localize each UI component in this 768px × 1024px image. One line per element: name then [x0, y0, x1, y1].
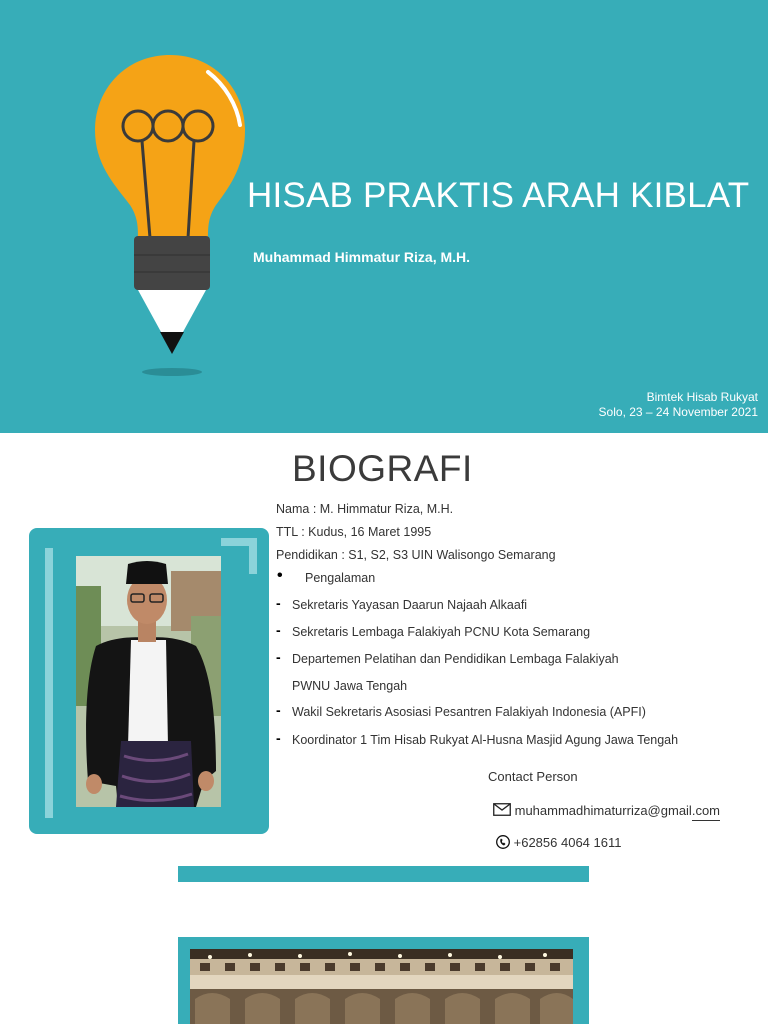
- frame-corner-decoration: [221, 538, 257, 574]
- bio-education: Pendidikan : S1, S2, S3 UIN Walisongo Semarang: [276, 548, 556, 562]
- envelope-icon: [493, 803, 511, 816]
- phone-icon: [496, 835, 510, 849]
- bullet-dash: -: [276, 649, 281, 665]
- biography-slide: [0, 433, 768, 863]
- bullet-dash: -: [276, 595, 281, 611]
- bullet-dash: -: [276, 622, 281, 638]
- frame-accent-bar: [45, 548, 53, 818]
- bullet-dot: •: [277, 567, 283, 584]
- bio-birth: TTL : Kudus, 16 Maret 1995: [276, 525, 432, 539]
- event-date: Solo, 23 – 24 November 2021: [598, 405, 758, 419]
- profile-photo: [76, 556, 221, 807]
- title-slide: [0, 0, 768, 433]
- bio-name: Nama : M. Himmatur Riza, M.H.: [276, 502, 454, 516]
- email-domain: .com: [692, 803, 720, 821]
- experience-item: Sekretaris Lembaga Falakiyah PCNU Kota Semarang: [292, 625, 591, 639]
- experience-item: Sekretaris Yayasan Daarun Najaah Alkaafi: [292, 598, 528, 612]
- contact-phone[interactable]: [496, 835, 621, 850]
- mosque-interior-image: [190, 949, 573, 1024]
- bullet-dash: -: [276, 702, 281, 718]
- experience-item: Wakil Sekretaris Asosiasi Pesantren Falakiyah Indonesia (APFI): [292, 705, 646, 719]
- next-slide-header-bar: [178, 866, 589, 882]
- phone-number: +62856 4064 1611: [513, 835, 622, 850]
- contact-email[interactable]: [493, 803, 720, 818]
- bullet-dash: -: [276, 730, 281, 746]
- experience-item-continuation: PWNU Jawa Tengah: [292, 679, 408, 693]
- event-name: Bimtek Hisab Rukyat: [646, 390, 758, 404]
- lightbulb-pencil-icon: [90, 50, 260, 390]
- experience-item: Koordinator 1 Tim Hisab Rukyat Al-Husna Masjid Agung Jawa Tengah: [292, 733, 679, 747]
- experience-item: Departemen Pelatihan dan Pendidikan Lembaga Falakiyah: [292, 652, 619, 666]
- next-slide-image-frame: [178, 937, 589, 1024]
- email-user: muhammadhimaturriza@gmail: [514, 803, 692, 818]
- person-illustration: [76, 556, 221, 807]
- bio-experience-label: Pengalaman: [305, 571, 376, 585]
- event-info: [599, 390, 758, 420]
- presentation-title: HISAB PRAKTIS ARAH KIBLAT: [247, 176, 750, 215]
- slide-title: BIOGRAFI: [292, 448, 473, 489]
- author-name: Muhammad Himmatur Riza, M.H.: [253, 249, 471, 265]
- contact-label: Contact Person: [488, 769, 578, 784]
